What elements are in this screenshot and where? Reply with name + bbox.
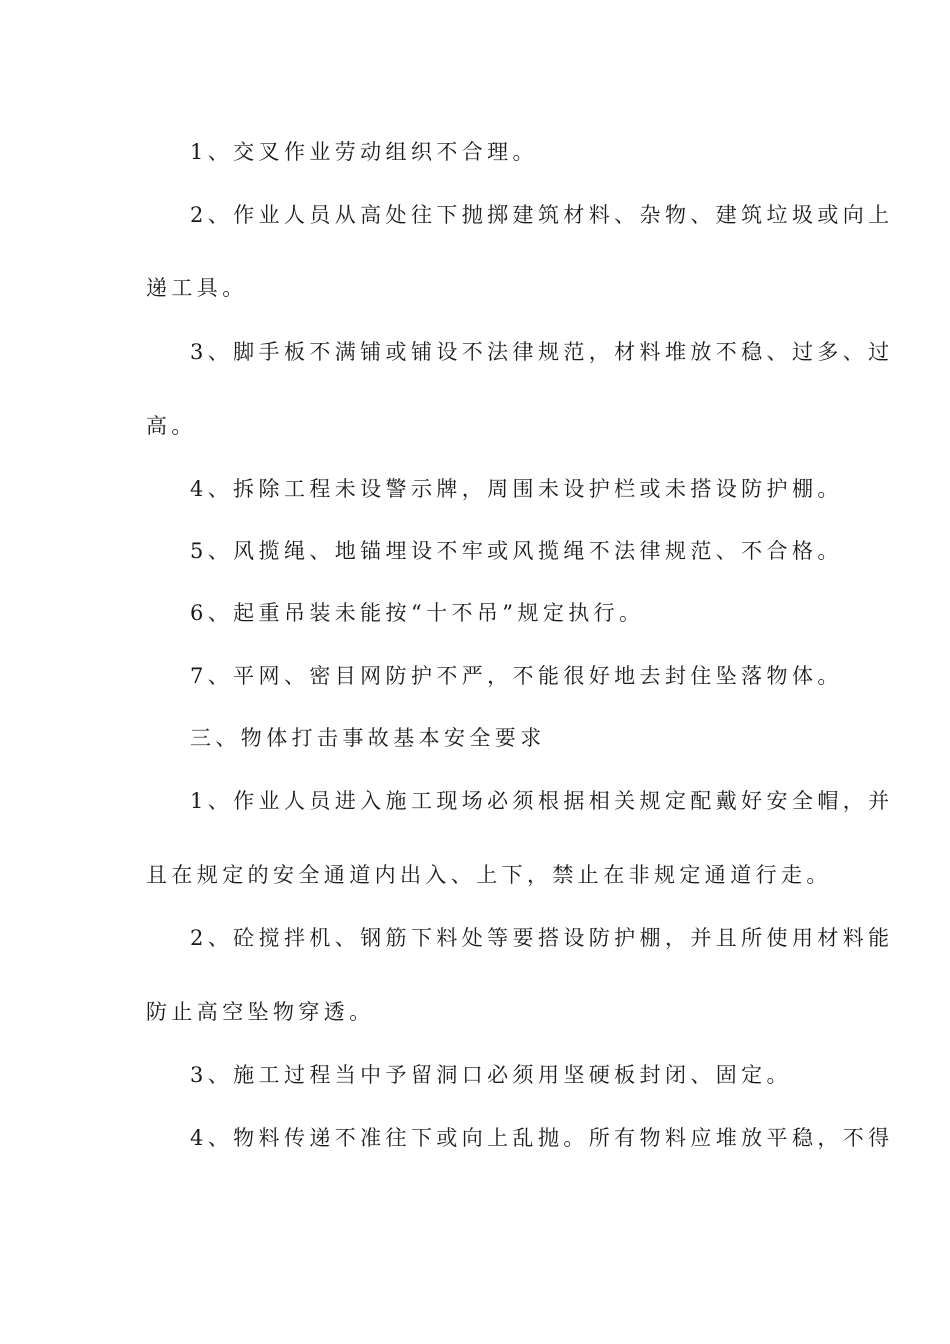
paragraph-line: 防止高空坠物穿透。 [146,1000,375,1024]
paragraph-line: 2、砼搅拌机、钢筋下料处等要搭设防护棚，并且所使用材料能 [190,926,894,950]
paragraph-line: 3、脚手板不满铺或铺设不法律规范，材料堆放不稳、过多、过 [190,340,894,364]
paragraph-line: 1、作业人员进入施工现场必须根据相关规定配戴好安全帽，并 [190,789,894,813]
paragraph-line: 6、起重吊装未能按“十不吊”规定执行。 [190,601,645,625]
section-heading: 三、物体打击事故基本安全要求 [190,726,546,750]
paragraph-line: 递工具。 [146,276,248,300]
paragraph-line: 3、施工过程当中予留洞口必须用坚硬板封闭、固定。 [190,1063,792,1087]
paragraph-line: 2、作业人员从高处往下抛掷建筑材料、杂物、建筑垃圾或向上 [190,203,894,227]
paragraph-line: 且在规定的安全通道内出入、上下，禁止在非规定通道行走。 [146,863,832,887]
paragraph-line: 4、拆除工程未设警示牌，周围未设护栏或未搭设防护棚。 [190,477,843,501]
paragraph-line: 7、平网、密目网防护不严，不能很好地去封住坠落物体。 [190,664,843,688]
paragraph-line: 4、物料传递不准往下或向上乱抛。所有物料应堆放平稳，不得 [190,1126,894,1150]
paragraph-line: 1、交叉作业劳动组织不合理。 [190,140,538,164]
paragraph-line: 5、风揽绳、地锚埋设不牢或风揽绳不法律规范、不合格。 [190,539,843,563]
paragraph-line: 高。 [146,414,197,438]
